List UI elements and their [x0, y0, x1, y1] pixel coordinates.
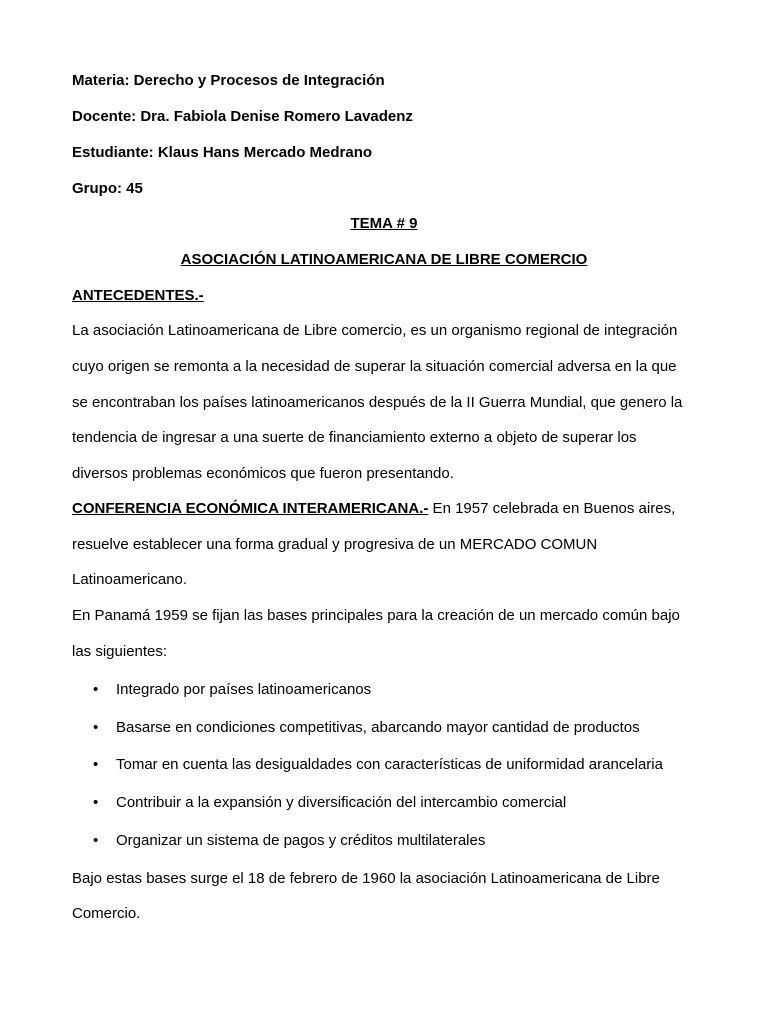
list-item-text: Basarse en condiciones competitivas, abarcando mayor cantidad de productos	[116, 719, 640, 736]
paragraph-line: tendencia de ingresar a una suerte de financiamiento externo a objeto de superar los	[72, 429, 637, 446]
materia-line: Materia: Derecho y Procesos de Integración	[72, 72, 385, 89]
paragraph-line: Comercio.	[72, 905, 141, 922]
docente-line: Docente: Dra. Fabiola Denise Romero Lavadenz	[72, 108, 413, 125]
paragraph-line: resuelve establecer una forma gradual y progresiva de un MERCADO COMUN	[72, 536, 598, 553]
paragraph-line: En Panamá 1959 se fijan las bases principales para la creación de un mercado común bajo	[72, 607, 680, 624]
list-item-text: Tomar en cuenta las desigualdades con características de uniformidad arancelaria	[116, 756, 663, 773]
paragraph-line: Latinoamericano.	[72, 571, 188, 588]
paragraph-line: cuyo origen se remonta a la necesidad de superar la situación comercial adversa en la que	[72, 358, 677, 375]
paragraph-line: Bajo estas bases surge el 18 de febrero de 1960 la asociación Latinoamericana de Libre	[72, 870, 660, 887]
estudiante-line: Estudiante: Klaus Hans Mercado Medrano	[72, 144, 373, 161]
bullet-icon: •	[93, 794, 99, 811]
list-item-text: Integrado por países latinoamericanos	[116, 681, 372, 698]
conferencia-first-line	[72, 500, 675, 518]
bullet-icon: •	[93, 832, 99, 849]
bullet-icon: •	[93, 719, 99, 736]
bullet-icon: •	[93, 756, 99, 773]
grupo-line: Grupo: 45	[72, 180, 143, 197]
bullet-icon: •	[93, 681, 99, 698]
list-item-text: Organizar un sistema de pagos y créditos multilaterales	[116, 832, 486, 849]
paragraph-line: La asociación Latinoamericana de Libre comercio, es un organismo regional de integración	[72, 322, 678, 339]
conferencia-text: En 1957 celebrada en Buenos aires,	[428, 500, 676, 517]
paragraph-line: diversos problemas económicos que fueron presentando.	[72, 465, 454, 482]
paragraph-line: las siguientes:	[72, 643, 168, 660]
list-item-text: Contribuir a la expansión y diversificación del intercambio comercial	[116, 794, 567, 811]
paragraph-line: se encontraban los países latinoamericanos después de la II Guerra Mundial, que genero la	[72, 394, 683, 411]
antecedentes-heading: ANTECEDENTES.-	[72, 287, 204, 304]
document-title: ASOCIACIÓN LATINOAMERICANA DE LIBRE COMERCIO	[180, 251, 588, 268]
conferencia-heading: CONFERENCIA ECONÓMICA INTERAMERICANA.-	[72, 500, 429, 517]
tema-heading: TEMA # 9	[350, 215, 418, 232]
